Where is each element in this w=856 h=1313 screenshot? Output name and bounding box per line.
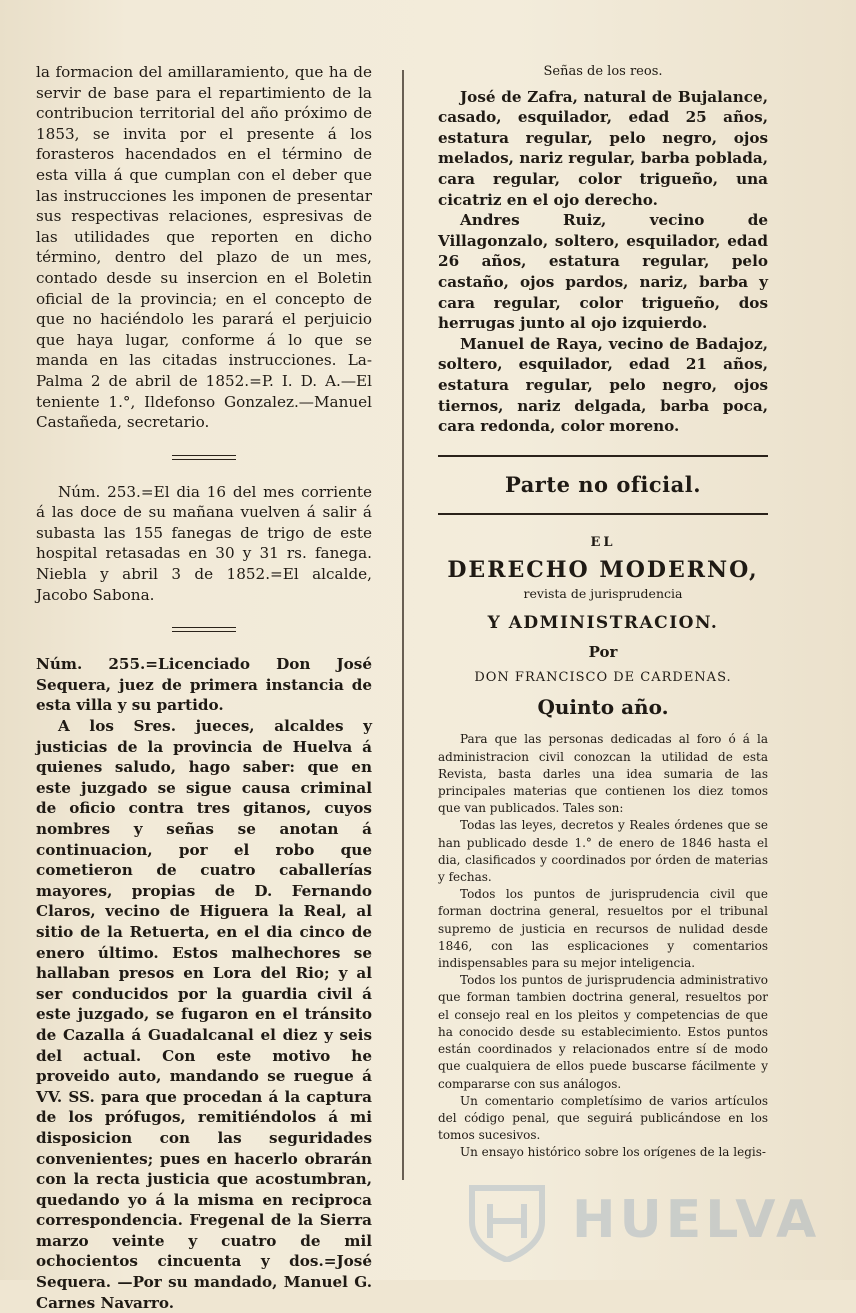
notice-253: Núm. 253.=El dia 16 del mes corriente á las doce de su mañana vuelven á salir á subasta las 155 fanegas de trigo de este hospital retasadas en 30 y 31 rs. fanega. Niebla y abril 3 de 1852.=El alcalde, Jacobo Sabona. — [36, 482, 372, 604]
left-column — [36, 62, 372, 1313]
notice-255-body: A los Sres. jueces, alcaldes y justicias de la provincia de Huelva á quienes saludo, hago saber: que en este juzgado se sigue causa criminal de oficio contra tres gitanos, cuyos nombres y señas se anotan á continuacion, por el robo que cometieron de cuatro caballerías mayores, propias de D. Fernando Claros, vecino de Higuera la Real, al sitio de la Retuerta, en el dia cinco de enero último. Estos malhechores se hallaban presos en Lora del Rio; y al ser conducidos por la guardia civil á este juzgado, se fugaron en el tránsito de Cazalla á Guadalcanal el diez y seis del actual. Con este motivo he proveido auto, mandando se ruegue á VV. SS. para que procedan á la captura de los prófugos, remitiéndolos á mi disposicion con las seguridades convenientes; pues en hacerlo obrarán con la recta justicia que acostumbran, quedando yo á la misma en reciproca correspondencia. Fregenal de la Sierra marzo veinte y cuatro de mil ochocientos cincuenta y dos.=José Sequera. —Por su mandado, Manuel G. Carnes Navarro. — [36, 717, 372, 1312]
notice-255-heading: Núm. 255.=Licenciado Don José Sequera, juez de primera instancia de esta villa y su partido. — [36, 655, 372, 715]
column-divider — [402, 70, 404, 1180]
ad-paragraph: Todos los puntos de jurisprudencia civil que forman doctrina general, resueltos por el tribunal supremo de justicia en recursos de nulidad desde 1846, con las esplicaciones y comentarios indispensables para su mejor inteligencia. — [438, 887, 768, 971]
ad-paragraph: Un ensayo histórico sobre los orígenes de la legis- — [460, 1145, 766, 1160]
suspect-andres-ruiz: Andres Ruiz, vecino de Villagonzalo, soltero, esquilador, edad 26 años, estatura regular, pelo castaño, ojos pardos, nariz, barba y cara regular, color trigueño, dos herrugas junto al ojo izquierdo. — [438, 211, 768, 333]
masthead-por: Por — [588, 642, 618, 661]
masthead-title-2: Y ADMINISTRACION. — [487, 613, 719, 634]
section-separator — [172, 455, 236, 460]
watermark-text: HUELVA — [572, 1190, 821, 1250]
ad-paragraph: Para que las personas dedicadas al foro ó á la administracion civil conozcan la utilidad de esta Revista, basta darles una idea sumaria de las principales materias que contienen los diez tomos que van publicados. Tales son: — [438, 732, 768, 816]
right-column — [438, 62, 768, 1162]
section-rule — [438, 513, 768, 515]
parte-no-oficial-heading: Parte no oficial. — [504, 471, 702, 497]
shield-icon — [462, 1182, 552, 1262]
masthead-el: EL — [590, 535, 616, 551]
suspects-caption: Señas de los reos. — [543, 64, 663, 79]
ad-paragraph: Un comentario completísimo de varios artículos del código penal, que seguirá publicándose en los tomos sucesivos. — [438, 1093, 768, 1143]
masthead-year: Quinto año. — [537, 694, 669, 719]
ad-paragraph: Todos los puntos de jurisprudencia administrativo que forman tambien doctrina general, resueltos por el consejo real en los pleitos y competencias de que ha conocido desde su establecimiento. Estos puntos están coordinados y relacionados entre sí de modo que cualquiera de ellos puede buscarse fácilmente y compararse con sus análogos. — [438, 973, 768, 1091]
ad-paragraph: Todas las leyes, decretos y Reales órdenes que se han publicado desde 1.° de enero de 1846 hasta el dia, clasificados y coordinados por órden de materias y fechas. — [438, 818, 768, 885]
section-rule — [438, 455, 768, 457]
suspect-manuel-de-raya: Manuel de Raya, vecino de Badajoz, soltero, esquilador, edad 21 años, estatura regular, pelo negro, ojos tiernos, nariz delgada, barba poca, cara redonda, color moreno. — [438, 334, 768, 436]
suspect-jose-de-zafra: José de Zafra, natural de Bujalance, casado, esquilador, edad 25 años, estatura regular, pelo negro, ojos melados, nariz regular, barba poblada, cara regular, color trigueño, una cicatriz en el ojo derecho. — [438, 87, 768, 209]
section-separator — [172, 627, 236, 632]
amillaramiento-notice: la formacion del amillaramiento, que ha de servir de base para el repartimiento de la contribucion territorial del año próximo de 1853, se invita por el presente á los forasteros hacendados en el término de esta villa á que cumplan con el deber que las instrucciones les imponen de presentar sus respectivas relaciones, espresivas de las utilidades que reporten en dicho término, dentro del plazo de un mes, contado desde su insercion en el Boletin oficial de la provincia; en el concepto de que no haciéndolo les parará el perjuicio que haya lugar, conforme á lo que se manda en las citadas instrucciones. La-Palma 2 de abril de 1852.=P. I. D. A.—El teniente 1.°, Ildefonso Gonzalez.—Manuel Castañeda, secretario. — [36, 63, 372, 432]
library-watermark — [452, 1182, 821, 1262]
advertisement-body — [438, 731, 768, 1161]
masthead-author: DON FRANCISCO DE CARDENAS. — [474, 670, 732, 686]
masthead-subtitle: revista de jurisprudencia — [523, 586, 683, 602]
masthead-title: DERECHO MODERNO, — [447, 556, 759, 583]
